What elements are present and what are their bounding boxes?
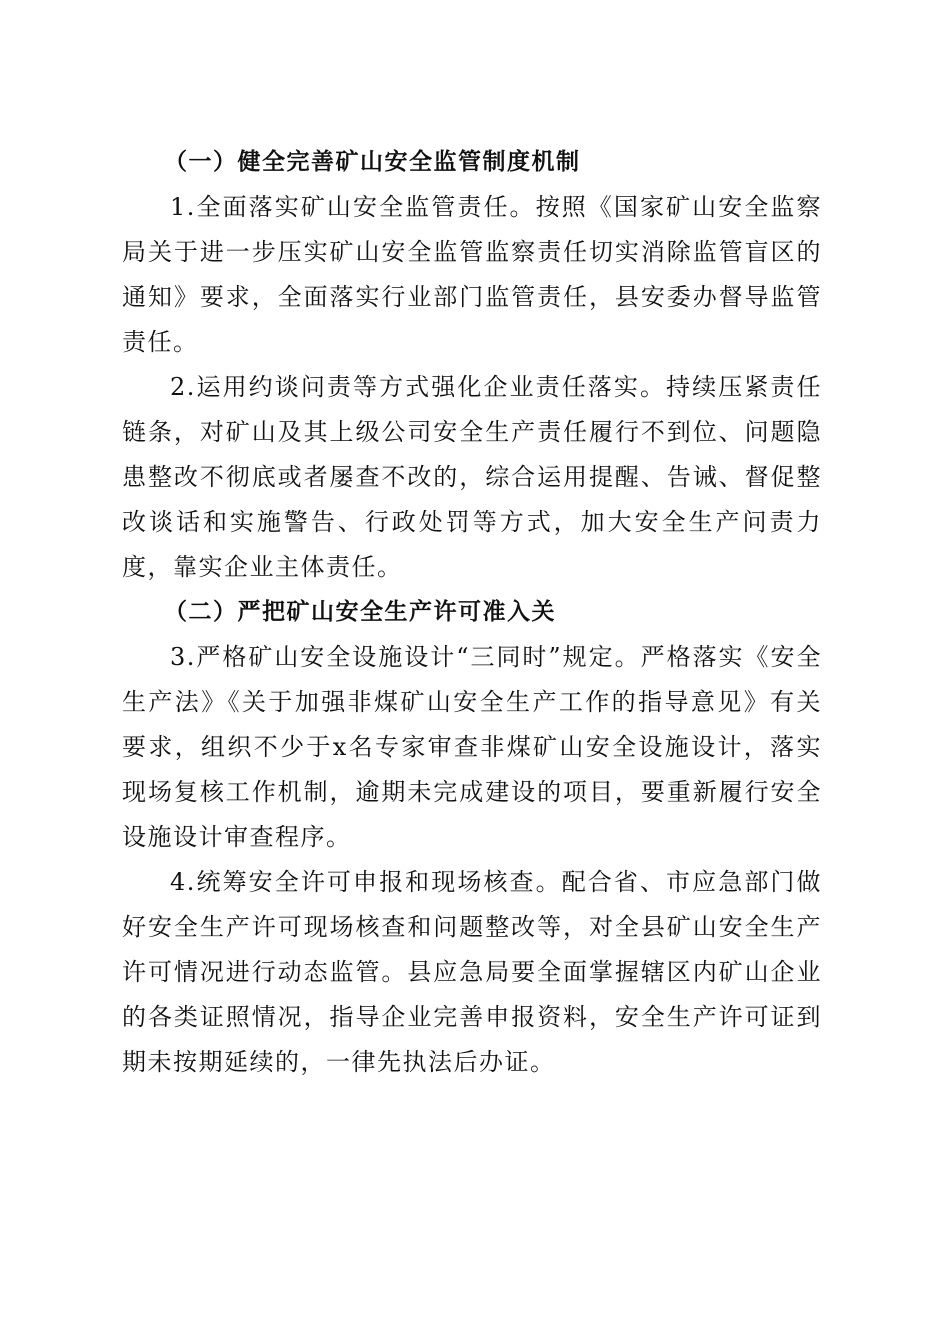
paragraph-1: 1.全面落实矿山安全监管责任。按照《国家矿山安全监察局关于进一步压实矿山安全监管监察责任切实消除监管盲区的通知》要求，全面落实行业部门监管责任，县安委办督导监管责任。 bbox=[122, 193, 822, 356]
paragraph-3: 3.严格矿山安全设施设计“三同时”规定。严格落实《安全生产法》《关于加强非煤矿山安全生产工作的指导意见》有关要求，组织不少于x名专家审查非煤矿山安全设施设计，落实现场复核工作机制，逾期未完成建设的项目，要重新履行安全设施设计审查程序。 bbox=[122, 643, 822, 851]
document-body bbox=[122, 140, 822, 1085]
section-heading-1: （一）健全完善矿山安全监管制度机制 bbox=[164, 149, 581, 175]
paragraph-2: 2.运用约谈问责等方式强化企业责任落实。持续压紧责任链条，对矿山及其上级公司安全生产责任履行不到位、问题隐患整改不彻底或者屡查不改的，综合运用提醒、告诫、督促整改谈话和实施警告、行政处罚等方式，加大安全生产问责力度，靠实企业主体责任。 bbox=[122, 373, 822, 581]
paragraph-4: 4.统筹安全许可申报和现场核查。配合省、市应急部门做好安全生产许可现场核查和问题整改等，对全县矿山安全生产许可情况进行动态监管。县应急局要全面掌握辖区内矿山企业的各类证照情况，指导企业完善申报资料，安全生产许可证到期未按期延续的，一律先执法后办证。 bbox=[122, 868, 822, 1076]
section-heading-2: （二）严把矿山安全生产许可准入关 bbox=[164, 599, 556, 625]
